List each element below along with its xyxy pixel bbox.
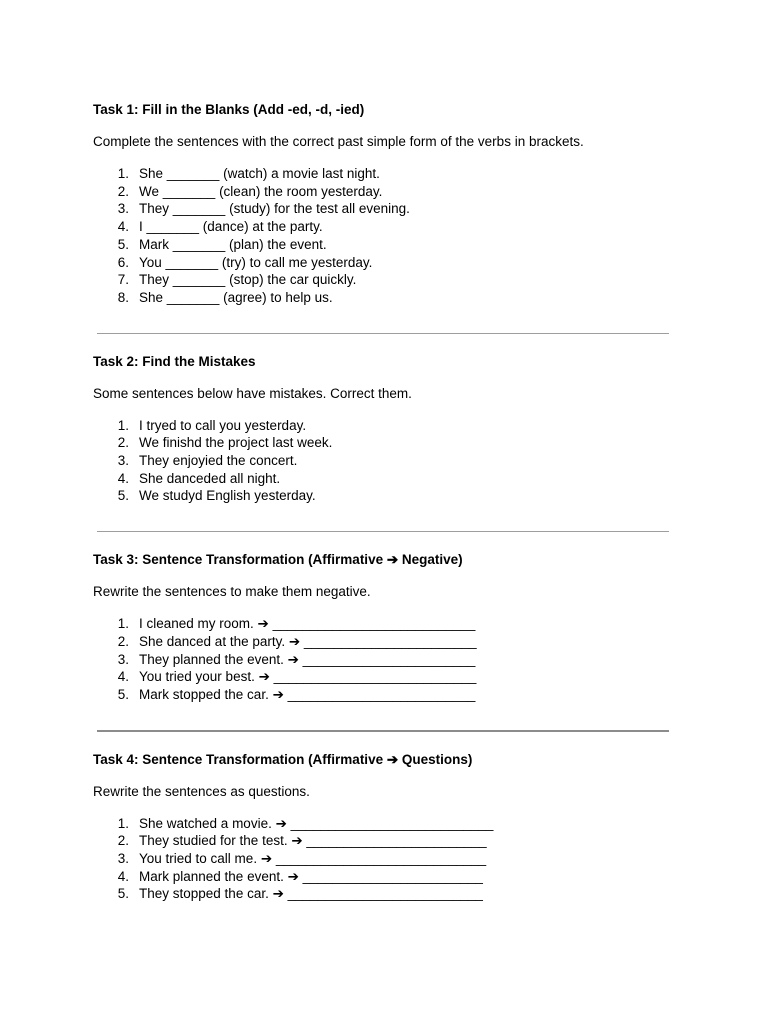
item-text: You tried to call me. ➔ ____________________________ — [139, 851, 487, 867]
list-item — [93, 434, 683, 452]
item-text: Mark stopped the car. ➔ _________________________ — [139, 686, 476, 702]
list-item — [93, 815, 683, 833]
item-text: They planned the event. ➔ _______________________ — [139, 651, 476, 667]
item-number: 6. — [117, 254, 129, 270]
item-text: Mark _______ (plan) the event. — [139, 236, 327, 252]
task-2 — [93, 353, 683, 506]
item-text: I _______ (dance) at the party. — [139, 219, 323, 235]
item-text: She _______ (watch) a movie last night. — [139, 166, 380, 181]
list-item — [93, 686, 683, 704]
list-item — [93, 832, 683, 850]
item-text: They studied for the test. ➔ ________________________ — [139, 833, 487, 849]
item-number: 1. — [117, 815, 129, 831]
list-item — [93, 850, 683, 868]
task-1 — [93, 101, 683, 307]
item-text: She danced at the party. ➔ _______________________ — [139, 633, 477, 649]
list-item — [93, 868, 683, 886]
list-item — [93, 417, 683, 435]
list-item — [93, 183, 683, 201]
item-text: She _______ (agree) to help us. — [139, 289, 333, 305]
task-list — [93, 615, 683, 704]
item-number: 2. — [117, 183, 129, 199]
item-number: 4. — [117, 219, 129, 235]
list-item — [93, 165, 683, 183]
task-title: Task 2: Find the Mistakes — [93, 353, 256, 369]
task-title: Task 3: Sentence Transformation (Affirmative ➔ Negative) — [93, 552, 463, 568]
item-number: 5. — [117, 886, 129, 902]
task-list — [93, 165, 683, 307]
task-instructions: Some sentences below have mistakes. Correct them. — [93, 385, 412, 401]
item-text: Mark planned the event. ➔ ________________________ — [139, 868, 483, 884]
list-item — [93, 289, 683, 307]
item-text: She watched a movie. ➔ ___________________________ — [139, 815, 494, 831]
item-number: 4. — [117, 669, 129, 685]
item-text: We finishd the project last week. — [139, 435, 333, 451]
item-number: 8. — [117, 289, 129, 305]
list-item — [93, 254, 683, 272]
item-number: 2. — [117, 633, 129, 649]
list-item — [93, 487, 683, 505]
item-number: 4. — [117, 868, 129, 884]
list-item — [93, 615, 683, 633]
item-text: You tried your best. ➔ ___________________________ — [139, 669, 477, 685]
task-instructions: Rewrite the sentences as questions. — [93, 783, 310, 799]
item-number: 4. — [117, 470, 129, 486]
list-item — [93, 633, 683, 651]
item-number: 7. — [117, 272, 129, 288]
item-number: 5. — [117, 488, 129, 504]
item-text: She danceded all night. — [139, 470, 281, 486]
list-item — [93, 218, 683, 236]
item-text: They stopped the car. ➔ __________________________ — [139, 886, 483, 902]
item-number: 1. — [117, 417, 129, 433]
item-number: 2. — [117, 833, 129, 849]
task-list — [93, 417, 683, 506]
task-instructions: Complete the sentences with the correct past simple form of the verbs in brackets. — [93, 134, 584, 149]
item-number: 3. — [117, 453, 129, 469]
item-text: You _______ (try) to call me yesterday. — [139, 254, 373, 270]
item-number: 3. — [117, 201, 129, 217]
list-item — [93, 668, 683, 686]
item-number: 5. — [117, 686, 129, 702]
worksheet — [93, 101, 683, 903]
item-text: I cleaned my room. ➔ ___________________________ — [139, 616, 476, 632]
list-item — [93, 200, 683, 218]
task-4 — [93, 751, 683, 904]
task-list — [93, 815, 683, 904]
item-text: They enjoyied the concert. — [139, 453, 298, 469]
task-title: Task 4: Sentence Transformation (Affirmative ➔ Questions) — [93, 751, 473, 767]
item-text: They _______ (study) for the test all evening. — [139, 201, 410, 217]
item-number: 5. — [117, 236, 129, 252]
list-item — [93, 470, 683, 488]
item-text: They _______ (stop) the car quickly. — [139, 272, 357, 288]
task-title: Task 1: Fill in the Blanks (Add -ed, -d, -ied) — [93, 102, 365, 117]
item-number: 1. — [117, 616, 129, 632]
item-number: 1. — [117, 166, 129, 181]
list-item — [93, 271, 683, 289]
item-number: 3. — [117, 651, 129, 667]
item-number: 2. — [117, 435, 129, 451]
list-item — [93, 236, 683, 254]
item-number: 3. — [117, 851, 129, 867]
item-text: We _______ (clean) the room yesterday. — [139, 183, 383, 199]
list-item — [93, 452, 683, 470]
task-3 — [93, 551, 683, 704]
list-item — [93, 885, 683, 903]
task-instructions: Rewrite the sentences to make them negative. — [93, 584, 371, 600]
item-text: I tryed to call you yesterday. — [139, 417, 307, 433]
item-text: We studyd English yesterday. — [139, 488, 316, 504]
list-item — [93, 651, 683, 669]
